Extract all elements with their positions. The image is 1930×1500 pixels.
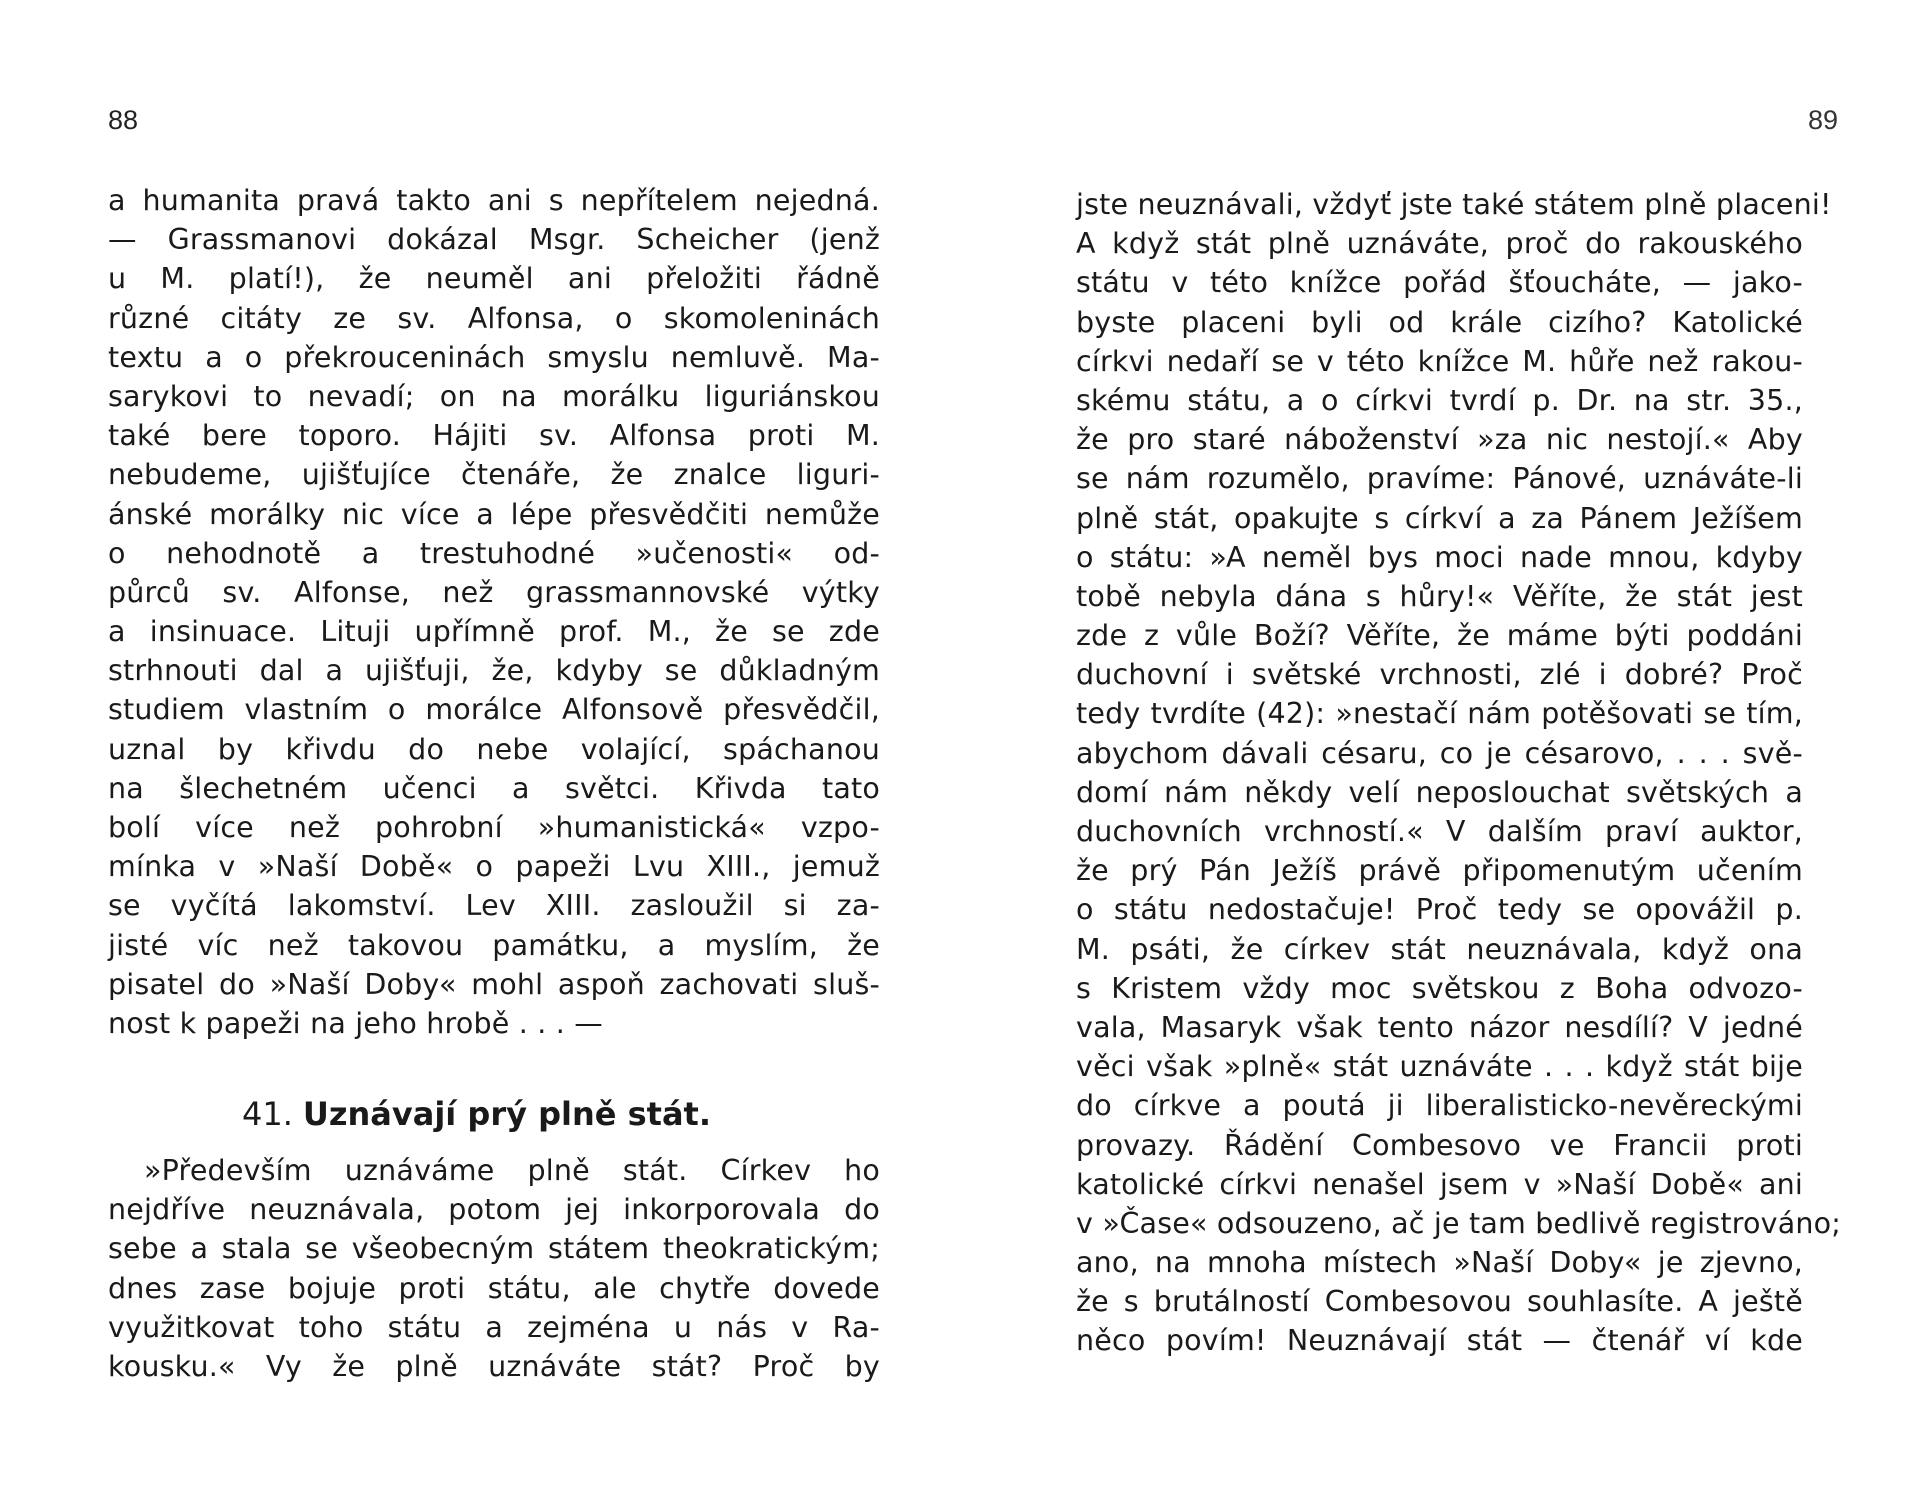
text-line: strhnouti dal a ujišťuji, že, kdyby se důkladným (108, 654, 880, 688)
text-line: domí nám někdy velí neposlouchat světských a (1076, 775, 1803, 809)
text-line: uznal by křivdu do nebe volající, spáchanou (108, 732, 880, 766)
text-line: zde z vůle Boží? Věříte, že máme býti poddáni (1076, 619, 1803, 653)
text-line: na šlechetném učenci a světci. Křivda tato (108, 771, 880, 805)
text-line: se vyčítá lakomství. Lev XIII. zasloužil si za- (108, 889, 880, 923)
text-line: nost k papeži na jeho hrobě . . . — (108, 1006, 603, 1040)
text-line: A když stát plně uznáváte, proč do rakouského (1076, 227, 1803, 261)
text-line: půrců sv. Alfonse, než grassmannovské výtky (108, 575, 880, 609)
text-line: »Především uznáváme plně stát. Církev ho (144, 1154, 880, 1187)
text-line: vala, Masaryk však tento názor nesdílí? V jedné (1076, 1010, 1803, 1044)
text-line: o státu nedostačuje! Proč tedy se opovážil p. (1076, 893, 1803, 927)
text-line: využitkovat toho státu a zejména u nás v Ra- (108, 1310, 880, 1344)
text-line: tobě nebyla dána s hůry!« Věříte, že stát jest (1076, 579, 1803, 613)
text-line: dnes zase bojuje proti státu, ale chytře dovede (108, 1271, 880, 1305)
text-line: byste placeni byli od krále cizího? Katolické (1076, 305, 1803, 339)
text-line: tedy tvrdíte (42): »nestačí nám potěšovati se tím, (1076, 697, 1803, 731)
text-line: provazy. Řádění Combesovo ve Francii proti (1076, 1128, 1803, 1162)
text-line: studiem vlastním o morálce Alfonsově přesvědčil, (108, 693, 880, 727)
text-line: plně stát, opakujte s církví a za Pánem Ježíšem (1076, 501, 1803, 535)
text-line: bolí více než pohrobní »humanistická« vzpo- (108, 811, 880, 844)
text-line: jste neuznávali, vždyť jste také státem plně placeni! (1076, 188, 1832, 221)
text-line: katolické církvi nenašel jsem v »Naší Době« ani (1076, 1167, 1803, 1201)
text-line: sarykovi to nevadí; on na morálku liguriánskou (108, 379, 880, 413)
left-section-text (108, 1151, 880, 1386)
text-line: že pro staré náboženství »za nic nestojí.« Aby (1076, 423, 1803, 457)
text-line: se nám rozumělo, pravíme: Pánové, uznáváte-li (1076, 462, 1803, 496)
text-line: že prý Pán Ježíš právě připomenutým učením (1076, 854, 1803, 888)
right-body-text (1076, 185, 1842, 1361)
section-heading-title: Uznávají prý plně stát. (302, 1095, 711, 1133)
text-line: o státu: »A neměl bys moci nade mnou, kdyby (1076, 540, 1803, 574)
text-line: nebudeme, ujišťujíce čtenáře, že znalce liguri- (108, 458, 880, 492)
page-number-right: 89 (1808, 105, 1839, 135)
text-line: a insinuace. Lituji upřímně prof. M., že se zde (108, 615, 880, 649)
text-line: o nehodnotě a trestuhodné »učenosti« od- (108, 536, 880, 570)
text-line: ánské morálky nic více a lépe přesvědčiti nemůže (108, 497, 880, 531)
text-line: do církve a poutá ji liberalisticko-nevěreckými (1076, 1089, 1803, 1123)
text-line: duchovní i světské vrchnosti, zlé i dobré? Proč (1076, 658, 1803, 692)
text-line: mínka v »Naší Době« o papeži Lvu XIII., jemuž (108, 850, 880, 884)
text-line: textu a o překrouceninách smyslu nemluvě. Ma- (108, 340, 880, 374)
section-heading-number: 41. (242, 1095, 293, 1133)
text-line: ano, na mnoha místech »Naší Doby« je zjevno, (1076, 1246, 1803, 1280)
text-line: skému státu, a o církvi tvrdí p. Dr. na str. 35., (1076, 383, 1803, 417)
text-line: státu v této knížce pořád šťoucháte, — jako- (1076, 266, 1803, 300)
text-line: různé citáty ze sv. Alfonsa, o skomoleninách (108, 301, 880, 335)
text-line: nejdříve neuznávala, potom jej inkorporovala do (108, 1193, 880, 1227)
right-page (965, 0, 1930, 1500)
text-line: věci však »plně« stát uznáváte . . . když stát bije (1076, 1050, 1803, 1084)
text-line: pisatel do »Naší Doby« mohl aspoň zachovati sluš- (108, 967, 880, 1001)
text-line: a humanita pravá takto ani s nepřítelem nejedná. (108, 184, 880, 217)
text-line: jisté víc než takovou památku, a myslím, že (108, 928, 880, 962)
text-line: abychom dávali césaru, co je césarovo, . . . svě- (1076, 736, 1803, 770)
text-line: v »Čase« odsouzeno, ač je tam bedlivě registrováno; (1076, 1206, 1842, 1240)
text-line: M. psáti, že církev stát neuznávala, když ona (1076, 932, 1803, 966)
section-heading (242, 1095, 711, 1133)
text-line: že s brutálností Combesovou souhlasíte. A ještě (1076, 1285, 1803, 1319)
text-line: něco povím! Neuznávají stát — čtenář ví kde (1076, 1324, 1803, 1358)
text-line: u M. platí!), že neuměl ani přeložiti řádně (108, 262, 880, 296)
text-line: církvi nedaří se v této knížce M. hůře než rakou- (1076, 344, 1803, 378)
left-body-text (108, 181, 880, 1043)
text-line: také bere toporo. Hájiti sv. Alfonsa proti M. (108, 419, 880, 453)
text-line: s Kristem vždy moc světskou z Boha odvozo- (1076, 971, 1803, 1005)
text-line: — Grassmanovi dokázal Msgr. Scheicher (jenž (108, 223, 880, 257)
text-line: kousku.« Vy že plně uznáváte stát? Proč by (108, 1349, 880, 1383)
text-line: duchovních vrchností.« V dalším praví auktor, (1076, 815, 1803, 848)
page-number-left: 88 (108, 105, 139, 135)
text-line: sebe a stala se všeobecným státem theokratickým; (108, 1232, 880, 1266)
